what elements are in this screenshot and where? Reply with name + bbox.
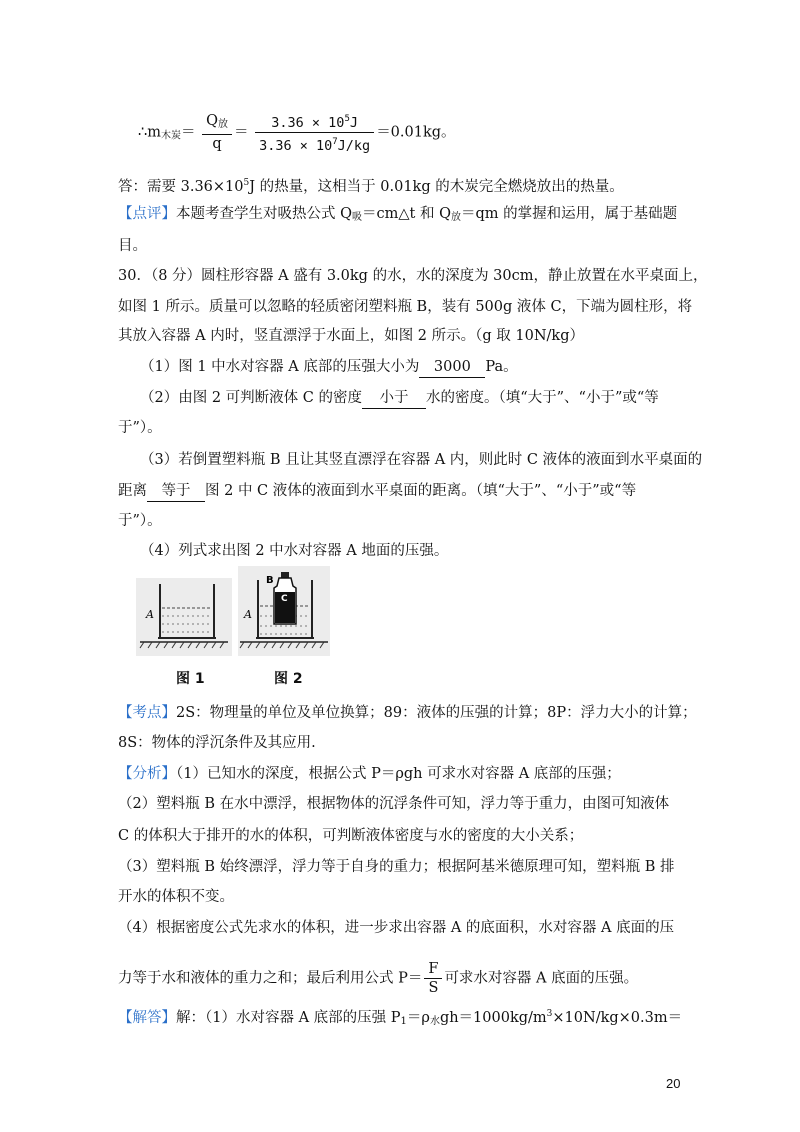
fenxi-line-7: 力等于水和液体的重力之和；最后利用公式 P＝ $\frac{F}{S}$ 可求水对容器 A 底面的压强。 (118, 961, 639, 996)
answer-blank-1: 3000 (419, 357, 485, 378)
fenxi-line-6: （4）根据密度公式先求水的体积，进一步求出容器 A 的底面积，水对容器 A 底面的压 (118, 920, 675, 936)
fenxi-line-4: （3）塑料瓶 B 始终漂浮，浮力等于自身的重力；根据阿基米德原理可知，塑料瓶 B 排 (118, 859, 675, 875)
fenxi-line-1: 【分析】（1）已知水的深度，根据公式 P＝ρgh 可求水对容器 A 底部的压强； (118, 766, 621, 782)
q30-part-4: （4）列式求出图 2 中水对容器 A 地面的压强。 (140, 543, 449, 559)
figure-2-caption: 图 2 (274, 671, 303, 687)
fenxi-line-2: （2）塑料瓶 B 在水中漂浮，根据物体的沉浮条件可知，浮力等于重力，由图可知液体 (118, 796, 670, 812)
q30-part-3-cont: 距离 等于 图 2 中 C 液体的液面到水平桌面的距离。（填“大于”、“小于”或“等 (118, 481, 636, 502)
fraction-q-over-q: $\frac{Q_放}{q}$ (202, 112, 232, 153)
q30-part-1: （1）图 1 中水对容器 A 底部的压强大小为 3000 Pa。 (140, 357, 518, 378)
figure-1-caption: 图 1 (176, 671, 205, 687)
figure-2-diagram (238, 566, 330, 656)
figure-1-diagram (136, 578, 232, 656)
figure-1-label-a: A (146, 608, 154, 621)
figure-2-label-c: C (281, 594, 288, 604)
q30-line-1: 30．（8 分）圆柱形容器 A 盛有 3.0kg 的水，水的深度为 30cm，静止放置在水平桌面上， (118, 268, 708, 284)
answer-line: 答：需要 $3.36\times 10^5J$ 的热量，这相当于 0.01kg 的木炭完全燃烧放出的热量。 (118, 178, 624, 195)
answer-blank-3: 等于 (147, 481, 205, 502)
figure-1-container (136, 578, 232, 656)
q30-line-3: 其放入容器 A 内时，竖直漂浮于水面上，如图 2 所示。（g 取 10N/kg） (118, 328, 584, 344)
figure-2-container (238, 566, 330, 656)
q30-part-3-end: 于”）。 (118, 513, 162, 529)
q30-part-2-cont: 于”）。 (118, 420, 162, 436)
fraction-f-over-s: $\frac{F}{S}$ (424, 960, 442, 997)
q30-part-2: （2）由图 2 可判断液体 C 的密度 小于 水的密度。（填“大于”、“小于”或“等 (140, 388, 659, 409)
formula-line: $\therefore m_{木炭}=$ $\frac{Q_放}{q}$ ＝ $\frac{3.36 \times 10^5J}{3.36 \times 10^7J/kg}$ ＝0.01kg。 (138, 110, 456, 155)
q30-part-3: （3）若倒置塑料瓶 B 且让其竖直漂浮在容器 A 内，则此时 C 液体的液面到水平桌面的 (140, 452, 703, 468)
q30-line-2: 如图 1 所示。质量可以忽略的轻质密闭塑料瓶 B，装有 500g 液体 C，下端为圆柱形，将 (118, 299, 693, 315)
answer-blank-2: 小于 (362, 388, 426, 409)
dianping-line-1: 【点评】本题考查学生对吸热公式 $Q_吸=cm\triangle t$ 和 $Q_放=qm$ 的掌握和运用，属于基础题 (118, 206, 678, 223)
kaodian-line-2: 8S：物体的浮沉条件及其应用. (118, 735, 316, 751)
page-number: 20 (666, 1076, 681, 1091)
dianping-line-2: 目。 (118, 238, 147, 254)
kaodian-line-1: 【考点】2S：物理量的单位及单位换算；89：液体的压强的计算；8P：浮力大小的计算； (118, 705, 697, 721)
figure-2-label-b: B (266, 575, 274, 586)
jieda-line-1: 【解答】解：（1）水对容器 A 底部的压强 $P_1=\rho_水gh=1000kg/m^3\times 10N/kg\times 0.3m=$ (118, 1009, 683, 1027)
figure-2-label-a: A (244, 608, 252, 621)
fraction-values: $\frac{3.36 \times 10^5J}{3.36 \times 10^7J/kg}$ (255, 110, 374, 155)
fenxi-line-3: C 的体积大于排开的水的体积，可判断液体密度与水的密度的大小关系； (118, 828, 584, 844)
fenxi-line-5: 开水的体积不变。 (118, 889, 234, 905)
